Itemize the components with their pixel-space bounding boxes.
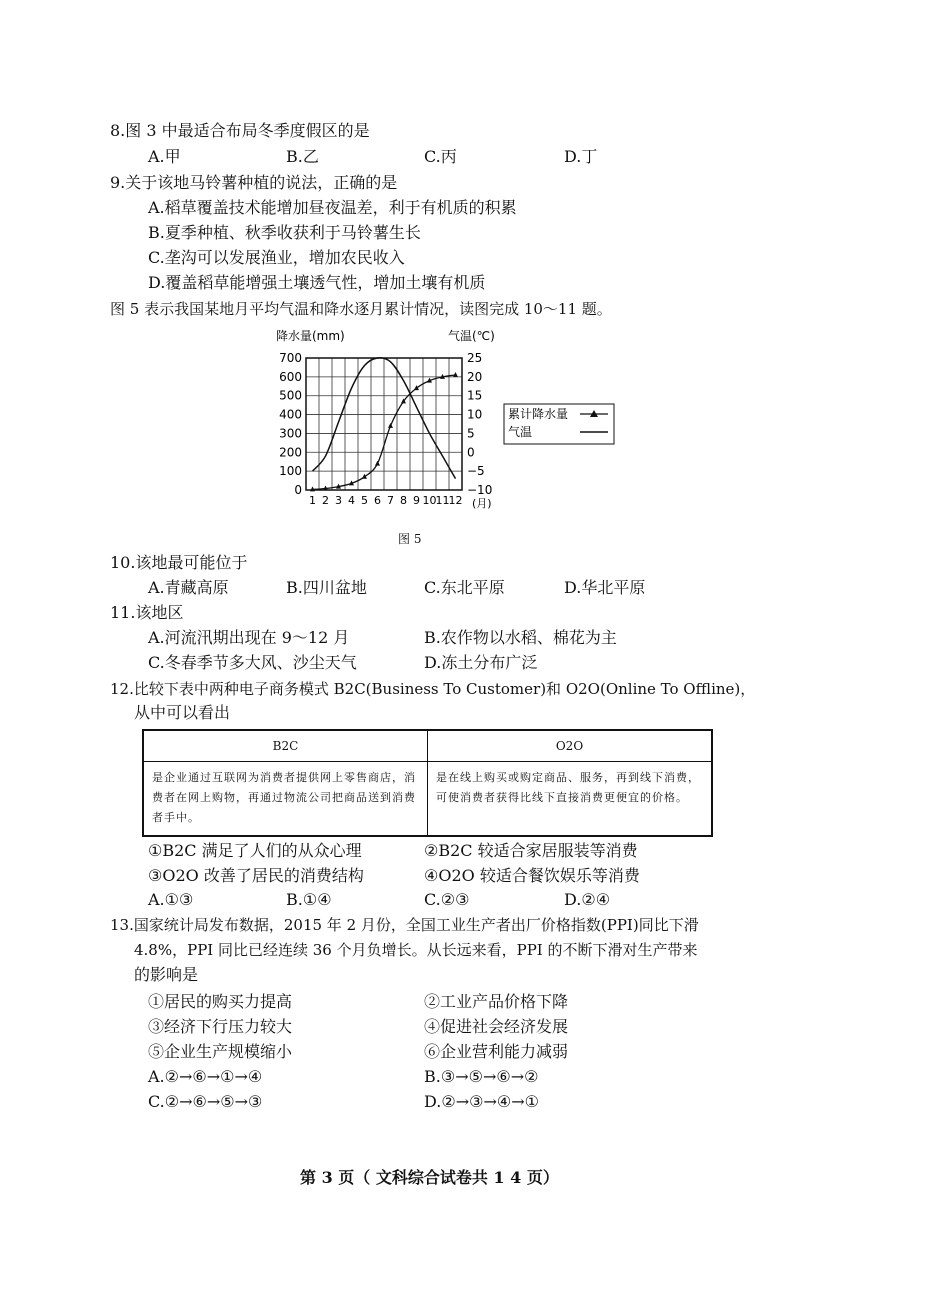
precip-point — [375, 461, 380, 466]
right-tick-label: 15 — [467, 388, 483, 403]
right-ticks — [467, 351, 492, 497]
table-header-o2o: O2O — [428, 730, 713, 762]
q10-stem: 10.该地最可能位于 — [110, 553, 248, 572]
q12-option-c: C.②③ — [424, 890, 470, 909]
x-tick-label: 3 — [335, 494, 342, 507]
x-tick-label: 8 — [400, 494, 407, 507]
q12-stem-line2: 从中可以看出 — [134, 703, 231, 722]
q9-option-d: D.覆盖稻草能增强土壤透气性，增加土壤有机质 — [148, 273, 486, 292]
q11-option-d: D.冻土分布广泛 — [424, 653, 538, 672]
q10-option-a: A.青藏高原 — [148, 578, 229, 597]
q10-option-d: D.华北平原 — [564, 578, 646, 597]
legend-temp-label: 气温 — [508, 425, 533, 439]
q9-option-c: C.垄沟可以发展渔业，增加农民收入 — [148, 248, 405, 267]
q9-stem: 9.关于该地马铃薯种植的说法，正确的是 — [110, 173, 398, 192]
precip-point — [388, 423, 393, 428]
right-tick-label: 5 — [467, 426, 475, 441]
figure-caption: 图 5 — [398, 532, 422, 546]
x-tick-label: 11 — [435, 494, 450, 507]
q11-stem: 11.该地区 — [110, 603, 184, 622]
left-tick-label: 300 — [279, 426, 302, 441]
x-tick-label: 12 — [448, 494, 463, 507]
q13-stem-line3: 的影响是 — [134, 965, 199, 984]
right-tick-label: 10 — [467, 407, 483, 422]
right-tick-label: 0 — [467, 445, 475, 460]
table-cell-b2c: 是企业通过互联网为消费者提供网上零售商店，消费者在网上购物，再通过物流公司把商品送到消费者手中。 — [143, 762, 428, 837]
x-tick-label: 1 — [309, 494, 316, 507]
q13-statement-6: ⑥企业营利能力减弱 — [424, 1042, 569, 1061]
q8-stem: 8.图 3 中最适合布局冬季度假区的是 — [110, 121, 370, 140]
figure-intro: 图 5 表示我国某地月平均气温和降水逐月累计情况，读图完成 10～11 题。 — [110, 300, 612, 318]
x-axis-label: (月) — [472, 497, 492, 510]
right-tick-label: 20 — [467, 369, 483, 384]
q12-option-b: B.①④ — [286, 890, 332, 909]
q12-option-d: D.②④ — [564, 890, 611, 909]
left-tick-label: 500 — [279, 388, 302, 403]
left-tick-label: 400 — [279, 407, 302, 422]
q13-option-c: C.②→⑥→⑤→③ — [148, 1092, 263, 1111]
right-axis-label: 气温(℃) — [448, 329, 495, 343]
comparison-table — [142, 729, 713, 837]
q12-statement-2: ②B2C 较适合家居服装等消费 — [424, 841, 638, 860]
q8-option-c: C.丙 — [424, 147, 457, 166]
q13-statement-1: ①居民的购买力提高 — [148, 992, 293, 1011]
q10-option-b: B.四川盆地 — [286, 578, 367, 597]
legend-precip-label: 累计降水量 — [508, 407, 569, 421]
precip-point — [414, 385, 419, 390]
right-tick-label: 25 — [467, 351, 483, 365]
q12-stem-line1: 12.比较下表中两种电子商务模式 B2C(Business To Customer)和 O2O(Online To Offline)， — [110, 680, 756, 698]
q8-option-d: D.丁 — [564, 147, 598, 166]
right-tick-label: −5 — [467, 464, 485, 479]
q13-stem-line1: 13.国家统计局发布数据，2015 年 2 月份，全国工业生产者出厂价格指数(PPI)同比下滑 — [110, 916, 699, 934]
q10-option-c: C.东北平原 — [424, 578, 505, 597]
q12-statement-3: ③O2O 改善了居民的消费结构 — [148, 866, 364, 885]
q11-option-a: A.河流汛期出现在 9～12 月 — [148, 628, 350, 647]
left-tick-label: 100 — [279, 464, 302, 479]
q13-option-a: A.②→⑥→①→④ — [148, 1067, 263, 1086]
q13-statement-5: ⑤企业生产规模缩小 — [148, 1042, 293, 1061]
q9-option-b: B.夏季种植、秋季收获利于马铃薯生长 — [148, 223, 421, 242]
q12-statement-1: ①B2C 满足了人们的从众心理 — [148, 841, 362, 860]
q9-option-a: A.稻草覆盖技术能增加昼夜温差，利于有机质的积累 — [148, 198, 517, 217]
q13-option-d: D.②→③→④→① — [424, 1092, 539, 1111]
q13-option-b: B.③→⑤→⑥→② — [424, 1067, 539, 1086]
q12-option-a: A.①③ — [148, 890, 194, 909]
climate-chart — [262, 322, 622, 522]
left-tick-label: 0 — [294, 483, 302, 497]
q11-option-b: B.农作物以水稻、棉花为主 — [424, 628, 617, 647]
chart-legend — [504, 404, 614, 444]
left-tick-label: 700 — [279, 351, 302, 365]
q12-statement-4: ④O2O 较适合餐饮娱乐等消费 — [424, 866, 640, 885]
page-footer: 第 3 页（ 文科综合试卷共 1 4 页） — [300, 1168, 559, 1187]
q13-statement-4: ④促进社会经济发展 — [424, 1017, 569, 1036]
x-tick-label: 7 — [387, 494, 394, 507]
q11-option-c: C.冬春季节多大风、沙尘天气 — [148, 653, 357, 672]
x-ticks — [309, 494, 463, 507]
x-tick-label: 4 — [348, 494, 355, 507]
left-ticks — [279, 351, 302, 497]
x-tick-label: 10 — [422, 494, 437, 507]
right-tick-label: −10 — [467, 483, 493, 497]
table-cell-o2o: 是在线上购买或购定商品、服务，再到线下消费，可使消费者获得比线下直接消费更便宜的价格。 — [428, 762, 713, 837]
x-tick-label: 9 — [413, 494, 420, 507]
x-tick-label: 5 — [361, 494, 368, 507]
precip-point — [453, 372, 458, 377]
q8-option-b: B.乙 — [286, 147, 319, 166]
q13-stem-line2: 4.8%，PPI 同比已经连续 36 个月负增长。从长远来看，PPI 的不断下滑对生产带来 — [134, 941, 698, 959]
q13-statement-3: ③经济下行压力较大 — [148, 1017, 293, 1036]
table-header-b2c: B2C — [143, 730, 428, 762]
left-tick-label: 200 — [279, 445, 302, 460]
x-tick-label: 6 — [374, 494, 381, 507]
q13-statement-2: ②工业产品价格下降 — [424, 992, 569, 1011]
q8-option-a: A.甲 — [148, 147, 181, 166]
left-tick-label: 600 — [279, 369, 302, 384]
x-tick-label: 2 — [322, 494, 329, 507]
left-axis-label: 降水量(mm) — [276, 329, 345, 343]
